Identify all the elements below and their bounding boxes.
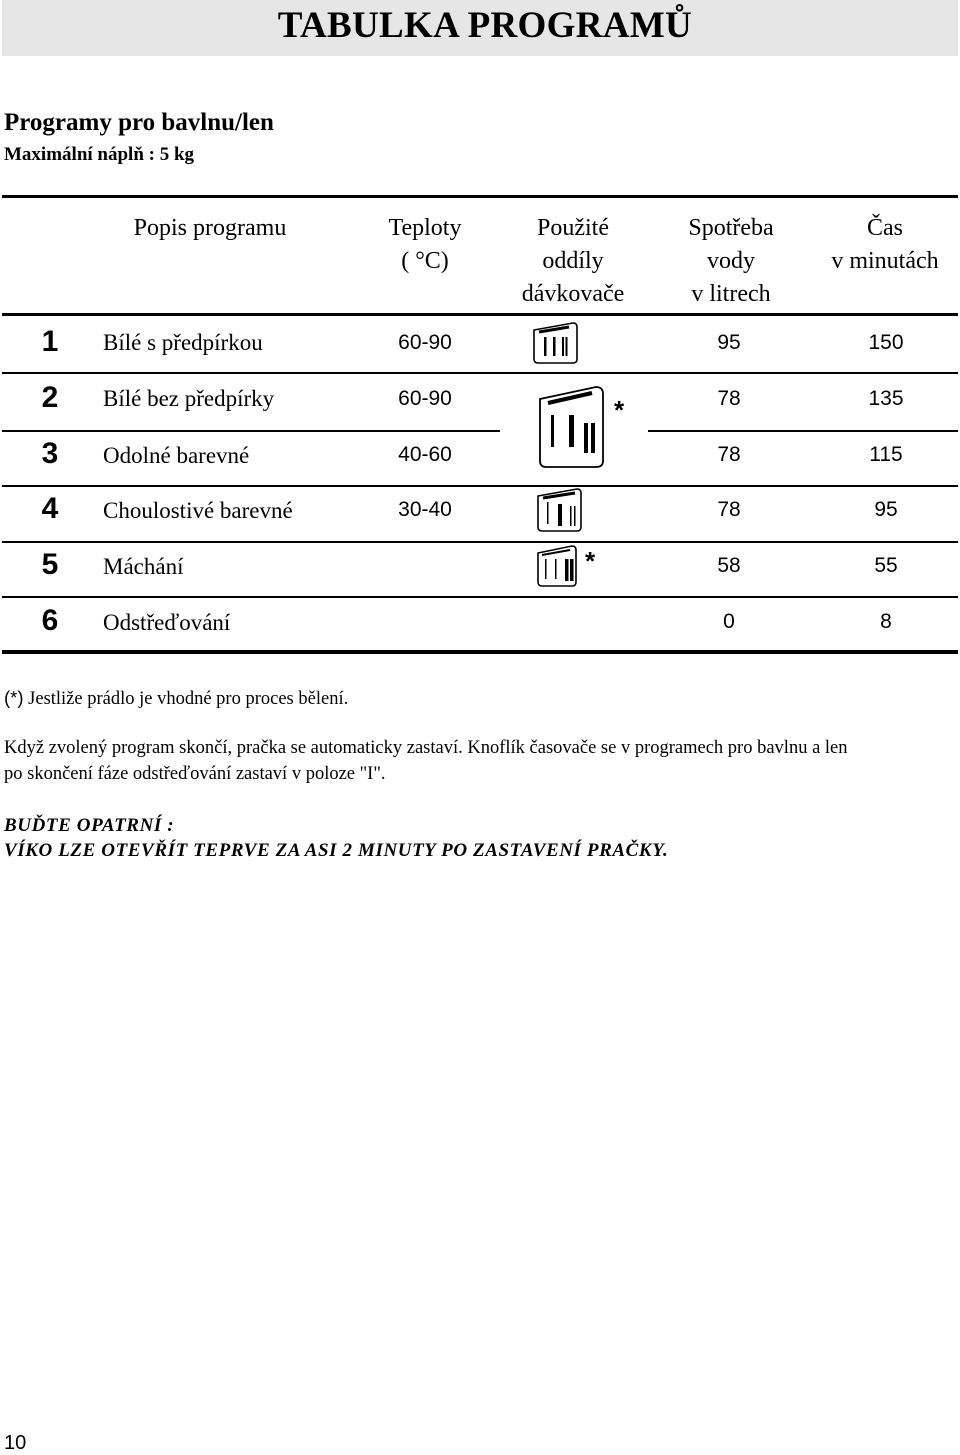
warning-heading: BUĎTE OPATRNÍ :	[4, 815, 175, 836]
bleach-note	[4, 687, 348, 710]
stop-note-line2: po skončení fáze odstřeďování zastaví v poloze "I".	[4, 764, 386, 784]
temperature-value: 60-90	[398, 331, 452, 354]
program-name: Bílé bez předpírky	[103, 386, 275, 411]
program-name: Máchání	[103, 554, 184, 579]
water-value: 78	[717, 443, 741, 466]
section-title: Programy pro bavlnu/len	[4, 109, 274, 136]
page-title: TABULKA PROGRAMŮ	[277, 5, 692, 46]
table-top-rule	[2, 195, 958, 198]
time-value: 135	[868, 387, 904, 410]
max-load: Maximální náplň : 5 kg	[4, 144, 195, 165]
row-divider	[2, 372, 958, 374]
program-number: 2	[41, 381, 59, 414]
header-program: Popis programu	[133, 215, 287, 241]
dispenser-wash-icon	[537, 488, 583, 532]
time-value: 8	[880, 610, 892, 633]
program-number: 6	[41, 604, 59, 637]
row-divider	[2, 485, 958, 487]
water-value: 78	[717, 498, 741, 521]
row-divider	[2, 541, 958, 543]
water-value: 95	[717, 331, 741, 354]
header-water: Spotřeba vody v litrech	[688, 215, 774, 307]
header-temperature: Teploty ( °C)	[388, 215, 462, 274]
header-time: Čas v minutách	[831, 215, 939, 274]
water-value: 78	[717, 387, 741, 410]
row-divider	[648, 430, 958, 432]
page-number: 10	[4, 1432, 27, 1454]
time-value: 95	[874, 498, 898, 521]
program-name: Odolné barevné	[103, 443, 250, 468]
program-number: 4	[41, 492, 59, 525]
program-name: Choulostivé barevné	[103, 498, 293, 523]
header-bottom-rule	[2, 313, 958, 316]
water-value: 58	[717, 554, 741, 577]
temperature-value: 60-90	[398, 387, 452, 410]
time-value: 55	[874, 554, 898, 577]
temperature-value: 40-60	[398, 443, 452, 466]
program-number: 1	[41, 325, 59, 358]
bleach-asterisk: *	[614, 395, 625, 425]
temperature-value: 30-40	[398, 498, 452, 521]
bleach-note-mark: (*)	[4, 687, 24, 708]
bleach-note-text: Jestliže prádlo je vhodné pro proces bělení.	[28, 689, 349, 709]
header-compartments: Použité oddíly dávkovače	[521, 215, 625, 307]
program-name: Odstřeďování	[103, 610, 231, 635]
program-number: 5	[41, 548, 59, 581]
time-value: 115	[869, 443, 903, 466]
row-divider	[2, 596, 958, 598]
warning-text: VÍKO LZE OTEVŘÍT TEPRVE ZA ASI 2 MINUTY PO ZASTAVENÍ PRAČKY.	[4, 840, 669, 861]
dispenser-wash-bleach-icon	[538, 385, 606, 469]
dispenser-prewash-wash-icon	[533, 322, 579, 364]
program-name: Bílé s předpírkou	[103, 330, 263, 355]
bleach-asterisk: *	[585, 546, 596, 576]
stop-note-line1: Když zvolený program skončí, pračka se automaticky zastaví. Knoflík časovače se v programech pro bavlnu a len	[4, 738, 848, 758]
time-value: 150	[868, 331, 904, 354]
row-divider	[2, 430, 500, 432]
water-value: 0	[723, 610, 735, 633]
table-bottom-rule	[2, 650, 958, 654]
dispenser-bleach-icon	[537, 545, 577, 587]
program-number: 3	[41, 437, 59, 470]
